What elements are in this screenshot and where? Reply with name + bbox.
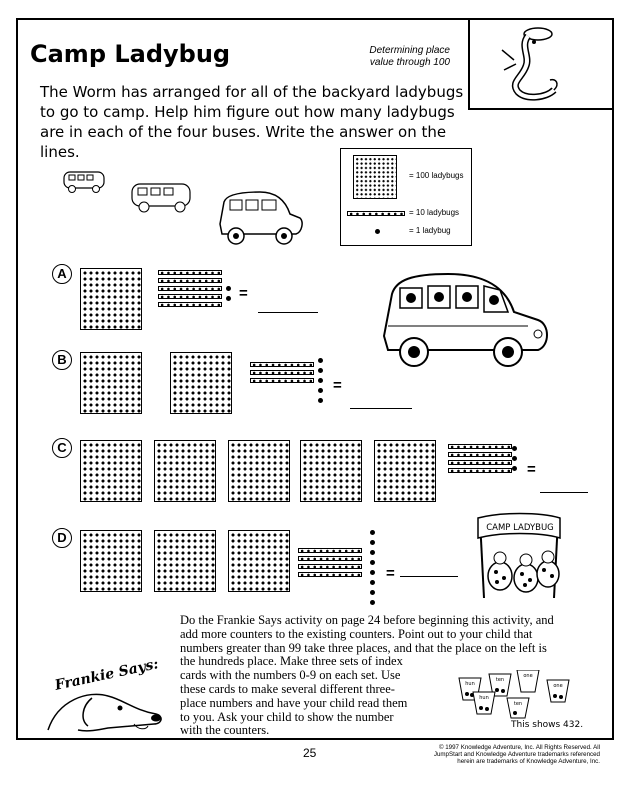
bus-icon xyxy=(132,184,190,212)
one-dot xyxy=(318,378,323,383)
frankie-line: place numbers and have your child read them xyxy=(180,695,408,710)
frankie-dog-icon xyxy=(38,680,170,736)
hundred-square xyxy=(228,440,290,502)
this-shows-caption: This shows 432. xyxy=(511,720,584,730)
frankie-line: to you. Ask your child to show the number xyxy=(180,709,394,724)
legend-hundred-label: = 100 ladybugs xyxy=(409,171,464,180)
one-dot xyxy=(226,286,231,291)
tens-group xyxy=(250,362,314,386)
hundred-square xyxy=(170,352,232,414)
tens-group xyxy=(448,444,512,476)
one-dot xyxy=(512,456,517,461)
one-dot xyxy=(318,398,323,403)
bus-icon xyxy=(64,172,104,193)
answer-line-b[interactable] xyxy=(350,394,412,409)
hundred-square xyxy=(80,268,142,330)
problem-letter-b: B xyxy=(52,350,72,370)
equals-sign: = xyxy=(386,565,395,582)
frankie-line: the hundreds place. Make three sets of index xyxy=(180,654,403,669)
one-dot xyxy=(370,560,375,565)
hundred-square xyxy=(80,530,142,592)
cup-icon xyxy=(473,692,495,714)
ones-group xyxy=(226,286,231,306)
instruction-line: to go to camp. Help him figure out how many ladybugs xyxy=(40,103,455,121)
ten-bar xyxy=(298,548,362,553)
frankie-line: Do the Frankie Says activity on page 24 before beginning this activity, and xyxy=(180,613,554,627)
ones-group xyxy=(370,530,375,610)
hundred-square xyxy=(300,440,362,502)
bus-icon xyxy=(220,192,302,244)
frankie-says-title: Frankie Says: xyxy=(53,656,161,694)
cup-label: ten xyxy=(495,677,505,683)
ten-bar xyxy=(250,378,314,383)
hundred-square xyxy=(228,530,290,592)
legend-one-label: = 1 ladybug xyxy=(409,226,451,235)
tens-group xyxy=(158,270,222,310)
legend-hundred-square xyxy=(353,155,397,199)
cup-icon xyxy=(517,670,539,692)
cup-label: one xyxy=(523,673,533,679)
ten-bar xyxy=(448,460,512,465)
frankie-line: cards with the numbers 0-9 on each set. Use xyxy=(180,668,401,683)
copyright-line: JumpStart and Knowledge Adventure trademarks referenced xyxy=(433,751,600,758)
cup-label: hun xyxy=(479,695,489,701)
copyright-notice xyxy=(430,744,600,765)
equals-sign: = xyxy=(333,377,342,394)
counter-cups-illustration xyxy=(455,670,585,720)
cup-icon xyxy=(547,680,569,702)
ten-bar xyxy=(158,278,222,283)
one-dot xyxy=(370,590,375,595)
answer-line-a[interactable] xyxy=(258,298,318,313)
hundred-square xyxy=(80,440,142,502)
tens-group xyxy=(298,548,362,580)
page-title: Camp Ladybug xyxy=(30,40,231,68)
legend-ten-label: = 10 ladybugs xyxy=(409,208,460,217)
one-dot xyxy=(370,600,375,605)
ten-bar xyxy=(158,294,222,299)
one-dot xyxy=(512,446,517,451)
cup-icon xyxy=(507,698,529,718)
one-dot xyxy=(226,296,231,301)
answer-line-c[interactable] xyxy=(540,478,588,493)
ten-bar xyxy=(448,444,512,449)
ten-bar xyxy=(448,452,512,457)
cup-label: ten xyxy=(513,701,523,707)
cup-label: one xyxy=(553,683,563,689)
copyright-line: © 1997 Knowledge Adventure, Inc. All Rights Reserved. All xyxy=(438,744,600,751)
hundred-square xyxy=(374,440,436,502)
equals-sign: = xyxy=(527,461,536,478)
problem-letter-d: D xyxy=(52,528,72,548)
instruction-line: The Worm has arranged for all of the backyard ladybugs xyxy=(40,83,464,101)
camp-sign-illustration xyxy=(470,510,570,602)
legend-ten-bar xyxy=(347,211,405,216)
page-number: 25 xyxy=(303,746,317,760)
camp-sign-text: CAMP LADYBUG xyxy=(486,523,554,533)
frankie-line: add more counters to the existing counters. Point out to your child that xyxy=(180,626,533,641)
ten-bar xyxy=(250,362,314,367)
one-dot xyxy=(370,530,375,535)
buses-illustration xyxy=(60,162,340,272)
legend-one-dot xyxy=(375,229,380,234)
hundred-square xyxy=(154,440,216,502)
worm-illustration-box xyxy=(468,18,614,110)
one-dot xyxy=(512,466,517,471)
worm-icon xyxy=(470,20,612,108)
one-dot xyxy=(370,570,375,575)
one-dot xyxy=(370,540,375,545)
ones-group xyxy=(318,358,323,408)
frankie-line: with the counters. xyxy=(180,723,270,738)
large-bus-icon xyxy=(378,268,554,374)
frankie-line: numbers greater than 99 take three places, and that the place on the left is xyxy=(180,640,547,655)
hundred-square xyxy=(80,352,142,414)
problem-letter-c: C xyxy=(52,438,72,458)
instruction-line: are in each of the four buses. Write the answer on the lines. xyxy=(40,123,447,161)
equals-sign: = xyxy=(239,285,248,302)
ten-bar xyxy=(158,286,222,291)
ladybug-icon xyxy=(488,552,512,590)
legend-box xyxy=(340,148,472,246)
one-dot xyxy=(370,550,375,555)
subtitle-line: value through 100 xyxy=(369,57,450,68)
one-dot xyxy=(370,580,375,585)
ten-bar xyxy=(298,572,362,577)
ones-group xyxy=(512,446,517,476)
ladybug-icon xyxy=(514,554,538,592)
problem-letter-a: A xyxy=(52,264,72,284)
one-dot xyxy=(318,388,323,393)
subtitle-line: Determining place xyxy=(369,45,450,56)
cup-label: hun xyxy=(465,681,475,687)
page-subtitle xyxy=(340,45,450,69)
ten-bar xyxy=(298,556,362,561)
one-dot xyxy=(318,368,323,373)
ten-bar xyxy=(158,302,222,307)
ten-bar xyxy=(298,564,362,569)
copyright-line: herein are trademarks of Knowledge Adventure, Inc. xyxy=(457,758,600,765)
ten-bar xyxy=(250,370,314,375)
frankie-line: these cards to make several different three- xyxy=(180,681,395,696)
hundred-square xyxy=(154,530,216,592)
ten-bar xyxy=(158,270,222,275)
answer-line-d[interactable] xyxy=(400,562,458,577)
ten-bar xyxy=(448,468,512,473)
one-dot xyxy=(318,358,323,363)
